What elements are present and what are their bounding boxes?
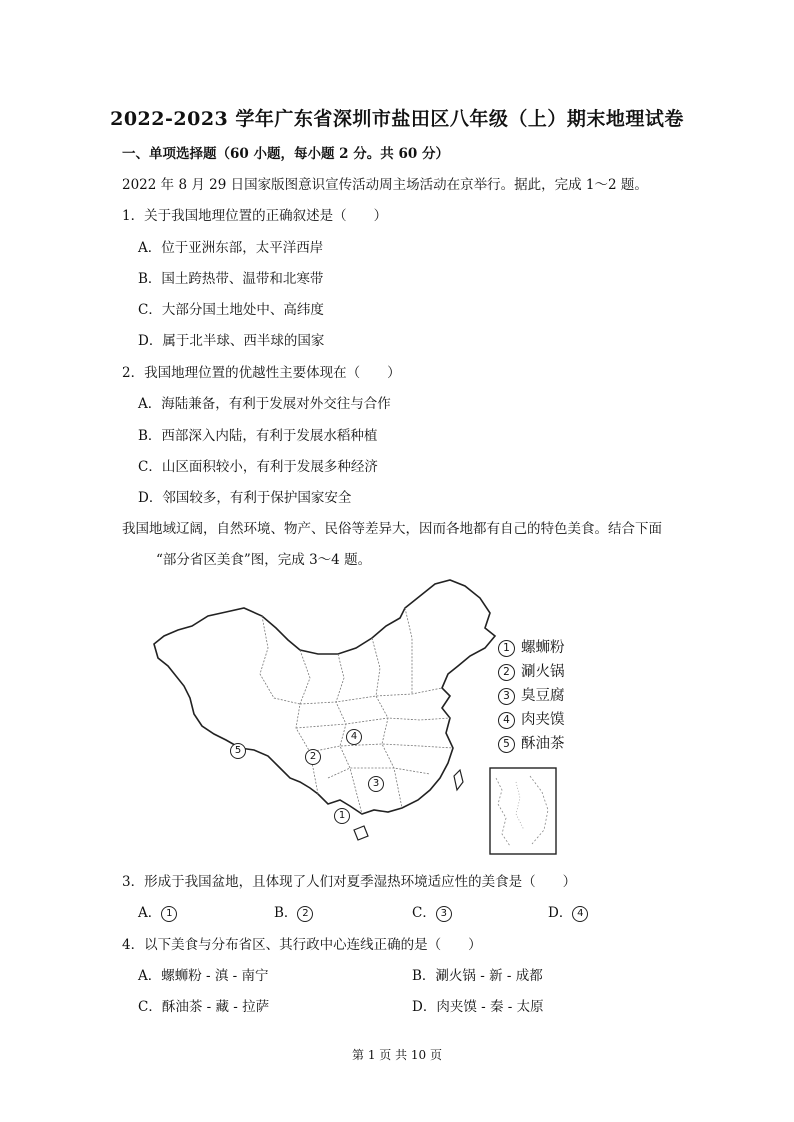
legend-item-2: 2 涮火锅 [498,660,565,681]
legend-item-5: 5 酥油茶 [498,732,565,753]
legend-item-1: 1 螺蛳粉 [498,636,565,657]
question-1-option-a: A．位于亚洲东部，太平洋西岸 [138,240,324,256]
map-marker-1: 1 [334,808,350,824]
china-food-map [150,578,570,858]
question-2-option-d: D．邻国较多，有利于保护国家安全 [138,490,352,506]
question-3-option-c: C． 3 [412,904,452,922]
question-1-stem: 1．关于我国地理位置的正确叙述是（ ） [122,208,388,224]
question-3-stem: 3．形成于我国盆地，且体现了人们对夏季湿热环境适应性的美食是（ ） [122,874,577,890]
question-2-option-b: B．西部深入内陆，有利于发展水稻种植 [138,428,378,444]
legend-item-4: 4 肉夹馍 [498,708,565,729]
intro-paragraph-1: 2022 年 8 月 29 日国家版图意识宣传活动周主场活动在京举行。据此，完成 1～2 题。 [122,177,648,193]
legend-item-3: 3 臭豆腐 [498,684,565,705]
question-3-option-d: D． 4 [548,904,588,922]
map-marker-3: 3 [368,776,384,792]
page-title: 2022-2023 学年广东省深圳市盐田区八年级（上）期末地理试卷 [110,108,684,130]
question-4-option-a: A．螺蛳粉 - 滇 - 南宁 [138,968,269,984]
map-marker-5: 5 [230,743,246,759]
intro-paragraph-2-line-1: 我国地域辽阔，自然环境、物产、民俗等差异大，因而各地都有自己的特色美食。结合下面 [122,521,662,537]
section-heading: 一、单项选择题（60 小题，每小题 2 分。共 60 分） [122,146,449,162]
question-4-option-b: B．涮火锅 - 新 - 成都 [412,968,543,984]
question-2-option-c: C．山区面积较小，有利于发展多种经济 [138,459,378,475]
question-3-option-b: B． 2 [274,904,313,922]
question-4-option-d: D．肉夹馍 - 秦 - 太原 [412,999,544,1015]
map-marker-2: 2 [305,749,321,765]
question-4-option-c: C．酥油茶 - 藏 - 拉萨 [138,999,270,1015]
question-1-option-d: D．属于北半球、西半球的国家 [138,333,325,349]
question-3-option-a: A． 1 [138,904,177,922]
map-marker-4: 4 [346,729,362,745]
question-1-option-b: B．国土跨热带、温带和北寒带 [138,271,324,287]
question-2-option-a: A．海陆兼备，有利于发展对外交往与合作 [138,396,391,412]
intro-paragraph-2-line-2: “部分省区美食”图，完成 3～4 题。 [156,552,372,568]
question-2-stem: 2．我国地理位置的优越性主要体现在（ ） [122,365,401,381]
question-1-option-c: C．大部分国土地处中、高纬度 [138,302,324,318]
question-4-stem: 4．以下美食与分布省区、其行政中心连线正确的是（ ） [122,937,482,953]
page-footer: 第 1 页 共 10 页 [352,1048,442,1062]
